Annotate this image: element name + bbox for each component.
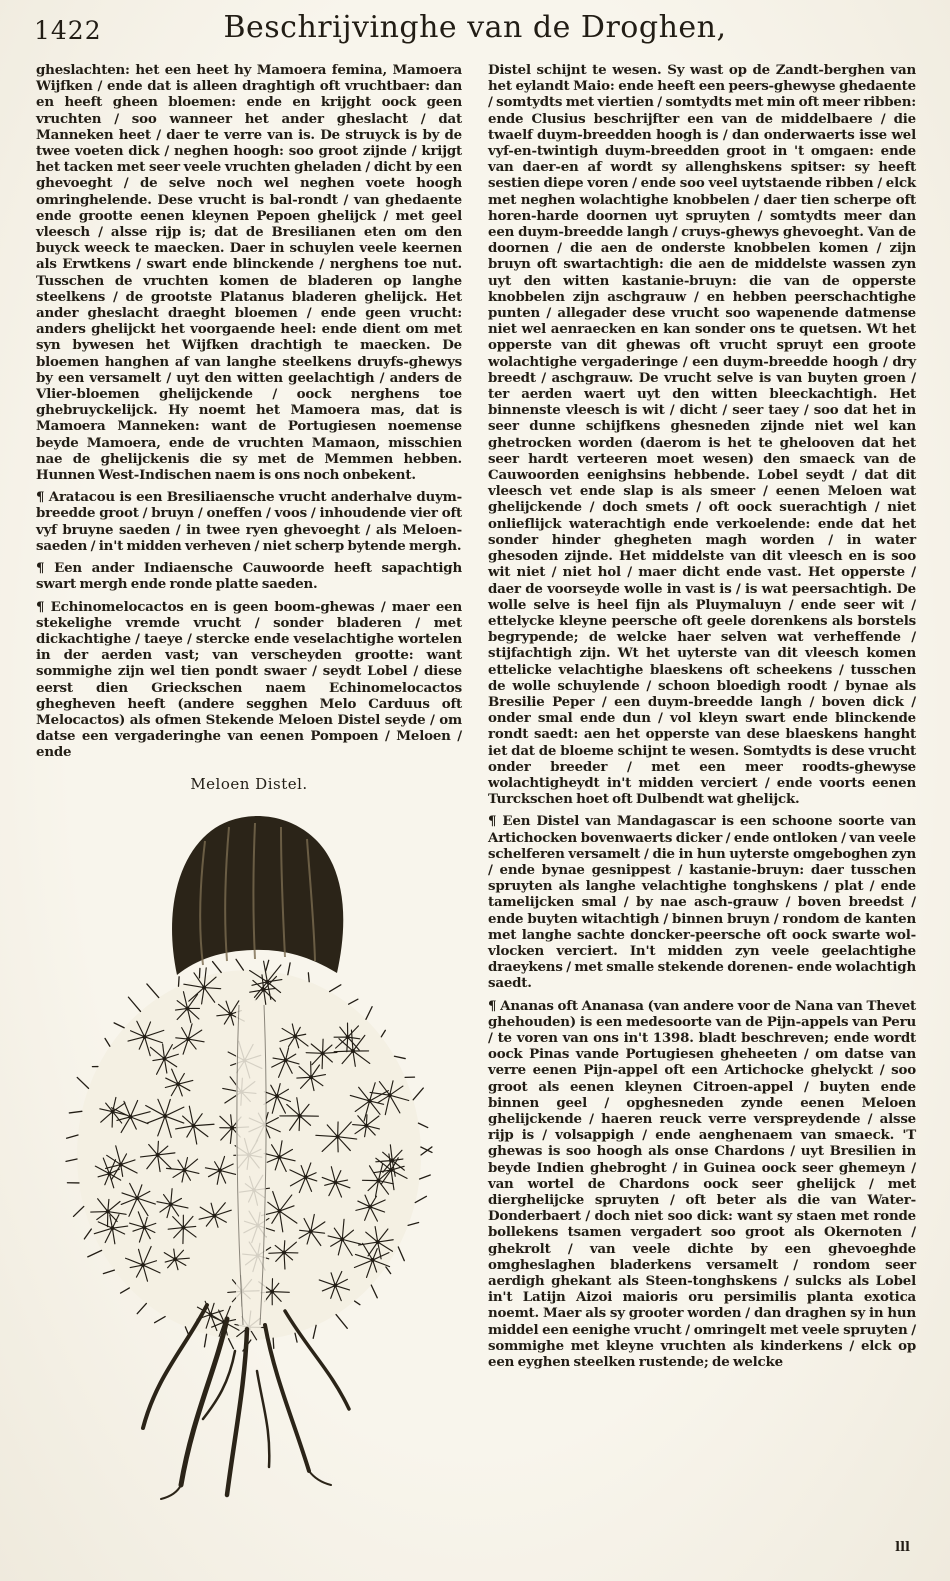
meloen-distel-woodcut	[57, 803, 441, 1507]
paragraph: Distel schijnt te wesen. Sy wast op de Zandt-berghen van het eylandt Maio: ende heeft een peers-ghewyse ghedaente / somtydts met viertien / somtydts met min oft meer ribben: ende Clusius beschrijfter een van de middelbaere / die twaelf duym-breedden hoogh is / dan onderwaerts isse wel vyf-en-twintigh duym-breedden groot in 't omgaen: ende van daer-en af wordt sy allenghskens spitser: sy heeft sestien diepe voren / ende soo veel uytstaende ribben / elck met neghen wolachtighe knobbelen / daer tien scherpe oft horen-harde doornen uyt spruyten / somtydts meer dan een duym-breedde langh / cruys-ghewys ghevoeght. Van de doornen / die aen de onderste knobbelen komen / zijn bruyn oft swartachtigh: die aen de middelste wassen zyn uyt den witten kastanie-bruyn: die van de opperste knobbelen zijn aschgrauw / en hebben peerschachtighe punten / allegader dese vrucht soo wapenende datmense niet wel aenraecken en kan sonder ons te quetsen. Wt het opperste van dit ghewas oft vrucht spruyt een groote wolachtighe vergaderinge / een duym-breedde hoogh / dry breedt / aschgrauw. De vrucht selve is van buyten groen / ter aerden waert uyt den witten bleeckachtigh. Het binnenste vleesch is wit / dicht / seer taey / soo dat het in seer dunne schijfkens ghesneden zijnde niet wel kan ghetrocken worden (daerom is het te ghelooven dat het seer hardt verteeren moet wesen) den smaeck van de Cauwoorden eenighsins hebbende. Lobel seydt / dat dit vleesch vet ende slap is als smeer / eenen Meloen wat ghelijckende / doch smets / oft oock suerachtigh / niet onlieflijck waterachtigh ende verkoelende: ende dat het sonder hinder ghegheten magh worden / in water ghesoden zijnde. Het middelste van dit vleesch en is soo wit niet / niet hol / maer dicht ende vast. Het opperste / daer de voorseyde wolle in vast is / is wat peersachtigh. De wolle selve is heel fijn als Pluymaluyn / ende seer wit / ettelycke kleyne peersche oft geele dorenkens als borstels begrypende; de welcke haer selven wat verheffende / stijfachtigh zijn. Wt het uyterste van dit vleesch komen ettelicke velachtighe blaeskens oft scheekens / tusschen de wolle schuylende / schoon bloedigh roodt / bynae als Bresilie Peper / een duym-breedde langh / boven dick / onder smal ende dun / vol kleyn swart ende blinckende rondt saedt: aen het opperste van dese blaeskens hanght iet dat de bloeme schijnt te wesen. Somtydts is dese vrucht onder breeder / met een meer roodts-ghewyse wolachtigheydt in't midden verciert / ende voorts eenen Turckschen hoet oft Dulbendt wat ghelijck.	[488, 62, 916, 808]
folio-number: 1422	[34, 16, 102, 45]
paragraph: ¶ Aratacou is een Bresiliaensche vrucht anderhalve duym-breedde groot / bruyn / oneffen / voos / inhoudende vier oft vyf bruyne saeden / in twee ryen ghevoeght / als Meloen-saeden / in't midden verheven / niet scherp bytende mergh.	[36, 489, 462, 554]
paragraph: gheslachten: het een heet hy Mamoera femina, Mamoera Wijfken / ende dat is alleen draghtigh oft vruchtbaer: dan en heeft gheen bloemen: ende en krijght oock geen vruchten / soo wanneer het ander gheslacht / dat Manneken heet / daer te verre van is. De struyck is by de twee voeten dick / neghen hoogh: soo groot zijnde / krijgt het tacken met seer veele vruchten gheladen / dicht by een ghevoeght / de selve noch wel neghen voete hoogh omringhelende. Dese vrucht is bal-rondt / van ghedaente ende grootte eenen kleynen Pepoen ghelijck / met geel vleesch / alsse rijp is; dat de Bresilianen eten om den buyck weeck te maecken. Daer in schuylen veele keernen als Erwtkens / swart ende blinckende / nerghens toe nut. Tusschen de vruchten komen de bladeren op langhe steelkens / de grootste Platanus bladeren ghelijck. Het ander gheslacht draeght bloemen / ende geen vrucht: anders ghelijckt het voorgaende heel: ende dient om met syn bywesen het Wijfken drachtigh te maecken. De bloemen hanghen af van langhe steelkens druyfs-ghewys by een versamelt / uyt den witten geelachtigh / anders de Vlier-bloemen ghelijckende / oock nerghens toe ghebruyckelijck. Hy noemt het Mamoera mas, dat is Mamoera Manneken: want de Portugiesen noemense beyde Mamoera, ende de vruchten Mamaon, misschien nae de ghelijckenis die sy met de Memmen hebben. Hunnen West-Indischen naem is ons noch onbekent.	[36, 62, 462, 484]
signature-mark: lll	[895, 1540, 910, 1555]
right-column	[488, 62, 916, 1376]
meloen-distel-illustration	[57, 803, 441, 1503]
running-title: Beschrijvinghe van de Droghen,	[223, 10, 727, 45]
paragraph: ¶ Ananas oft Ananasa (van andere voor de Nana van Thevet ghehouden) is een medesoorte van de Pijn-appels van Peru / te voren van ons in't 1398. bladt beschreven; ende wordt oock Pinas vande Portugiesen gheheeten / om datse van verre eenen Pijn-appel oft een Artichocke ghelyckt / soo groot als eenen kleynen Citroen-appel / buyten ende binnen geel / opghesneden zynde eenen Meloen ghelijckende / haeren reuck verre verspreydende / alsse rijp is / volsappigh / ende aenghenaem van smaeck. 'T ghewas is soo hoogh als onse Chardons / uyt Bresilien in beyde Indien ghebroght / in Guinea oock seer ghemeyn / van wortel de Chardons oock seer ghelijck / met dierghelijcke spruyten / oft beter als die van Water-Donderbaert / doch niet soo dick: want sy staen met ronde bollekens tsamen vergadert soo groot als Okernoten / ghekrolt / van veele dichte by een ghevoeghde omgheslaghen bladerkens versamelt / rondom seer aerdigh ghekant als Steen-tonghskens / sulcks als Lobel in't Latijn Aizoi maioris oru persimilis planta exotica noemt. Maer als sy grooter worden / dan draghen sy in hun middel een eenighe vrucht / omringelt met veele spruyten / sommighe met kleyne vruchten als kinderkens / elck op een eyghen steelken rustende; de welcke	[488, 997, 916, 1371]
woolly-crown	[172, 816, 343, 975]
figure-caption: Meloen Distel.	[190, 774, 308, 793]
paragraph: ¶ Een Distel van Mandagascar is een schoone soorte van Artichocken bovenwaerts dicker / ende ontloken / van veele schelferen versamelt / die in hun uyterste omgeboghen zyn / ende bynae gesnippest / kastanie-bruyn: daer tusschen spruyten als langhe velachtighe tonghskens / plat / ende tamelijcken smal / by nae asch-grauw / boven breedst / ende buyten witachtigh / binnen bruyn / rondom de kanten met langhe sachte doncker-peersche oft oock swarte wol-vlocken verciert. In't midden zyn veele geelachtighe draeykens / met smalle stekende dorenen- ende wolachtigh saedt.	[488, 813, 916, 992]
paragraph: ¶ Een ander Indiaensche Cauwoorde heeft sapachtigh swart mergh ende ronde platte saeden.	[36, 560, 462, 593]
roots	[143, 1305, 349, 1499]
left-column	[36, 62, 462, 1507]
light-rib-band	[236, 999, 266, 1331]
paragraph: ¶ Echinomelocactos en is geen boom-ghewas / maer een stekelighe vremde vrucht / sonder bladeren / met dickachtighe / taeye / stercke ende veselachtighe wortelen in der aerden vast; van verscheyden grootte: want sommighe zijn wel tien pondt swaer / seydt Lobel / diese eerst dien Grieckschen naem Echinomelocactos ghegheven heeft (andere segghen Melo Carduus oft Melocactos) als ofmen Stekende Meloen Distel seyde / om datse een vergaderinghe van eenen Pompoen / Meloen / ende	[36, 598, 462, 761]
